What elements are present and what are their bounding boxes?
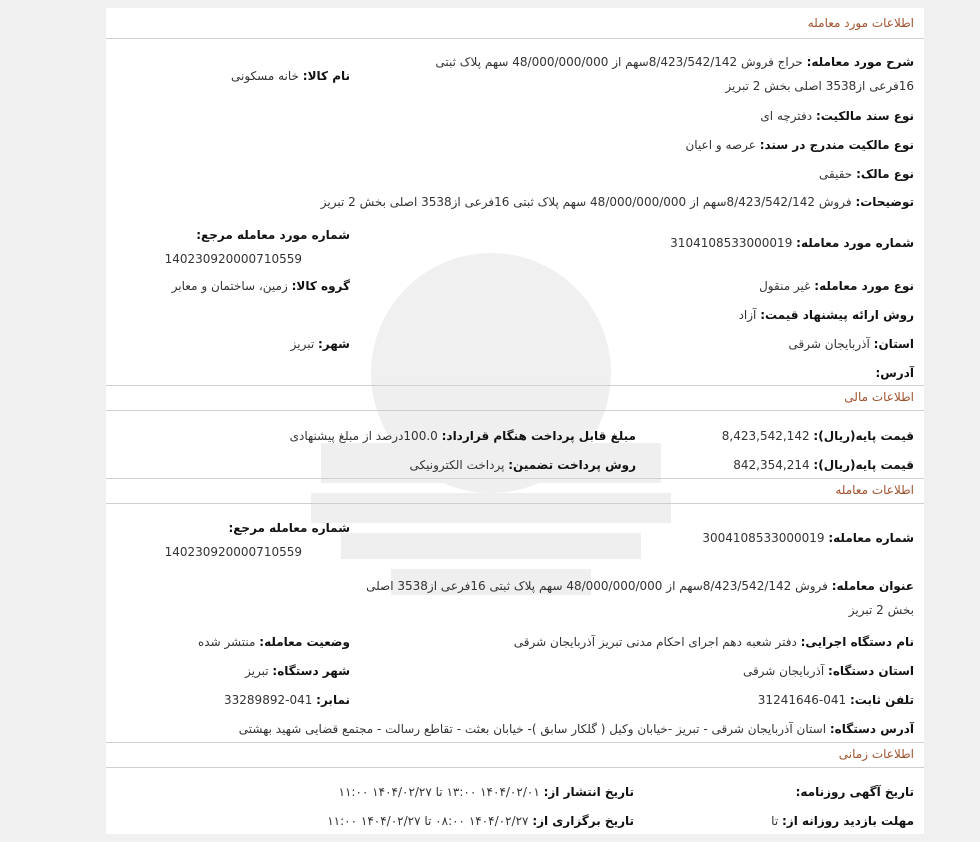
guarantee-method-row	[410, 457, 636, 473]
deal-number-value: 3104108533000019	[670, 236, 793, 250]
deal-number-label: شماره مورد معامله:	[796, 236, 914, 250]
deal-type-label: نوع مورد معامله:	[814, 279, 914, 293]
org-city-value: تبریز	[245, 664, 269, 678]
notes-value: فروش 8/423/542/142سهم از 48/000/000/000 سهم پلاک ثبتی 16فرعی از3538 اصلی بخش 2 تبریز	[320, 195, 852, 209]
org-province-label: استان دستگاه:	[828, 664, 914, 678]
owner-type-label: نوع مالک:	[856, 167, 914, 181]
transaction-status-label: وضعیت معامله:	[259, 635, 350, 649]
divider	[106, 38, 924, 39]
ownership-type-row	[685, 137, 914, 153]
daily-visit-label: مهلت بازدید روزانه از:	[782, 814, 914, 828]
publish-date-label: تاریخ انتشار از:	[543, 785, 634, 799]
ref-transaction-number-label: شماره معامله مرجع:	[228, 521, 350, 535]
transaction-number-row	[702, 530, 914, 546]
section-title-transaction: اطلاعات معامله	[835, 483, 914, 497]
org-city-label: شهر دستگاه:	[272, 664, 350, 678]
payable-amount-row	[290, 428, 636, 444]
payable-amount-value: 100.0درصد از مبلغ پیشنهادی	[289, 429, 438, 443]
owner-type-value: حقیقی	[819, 167, 853, 181]
ownership-doc-label: نوع سند مالکیت:	[815, 109, 914, 123]
phone-value: 041-31241646	[757, 693, 847, 707]
section-title-financial: اطلاعات مالی	[844, 390, 914, 404]
deal-type-value: غیر منقول	[759, 279, 811, 293]
org-province-row	[743, 663, 914, 679]
executive-org-value: دفتر شعبه دهم اجرای احکام مدنی تبریز آذربایجان شرقی	[513, 635, 797, 649]
base-price-2-row	[733, 457, 914, 473]
offer-method-value: آزاد	[738, 308, 757, 322]
fax-value: 041-33289892	[224, 693, 313, 707]
transaction-status-value: منتشر شده	[197, 635, 256, 649]
transaction-title-value: فروش 8/423/542/142سهم از 48/000/000/000 سهم پلاک ثبتی 16فرعی از3538 اصلی بخش 2 تبریز	[366, 579, 914, 617]
ref-transaction-number-value: 140230920000710559	[164, 545, 302, 559]
province-label: استان:	[873, 337, 914, 351]
base-price-row	[722, 428, 914, 444]
city-label: شهر:	[318, 337, 350, 351]
fax-row	[224, 692, 350, 708]
deal-details-page	[106, 8, 924, 834]
province-row	[789, 336, 914, 352]
divider	[106, 478, 924, 479]
org-city-row	[245, 663, 350, 679]
payable-amount-label: مبلغ قابل پرداخت هنگام قرارداد:	[441, 429, 636, 443]
deal-number-row	[670, 235, 914, 251]
org-province-value: آذربایجان شرقی	[742, 664, 825, 678]
daily-visit-row	[771, 813, 914, 829]
goods-name-label: نام کالا:	[302, 69, 350, 83]
notes-label: توضیحات:	[855, 195, 914, 209]
province-value: آذربایجان شرقی	[788, 337, 870, 351]
deal-description-row	[394, 50, 914, 98]
ownership-type-label: نوع مالکیت مندرج در سند:	[759, 138, 914, 152]
ref-transaction-number-row	[165, 516, 350, 564]
daily-visit-value: تا	[771, 814, 779, 828]
ref-deal-number-row	[165, 223, 350, 271]
transaction-status-row	[198, 634, 350, 650]
ownership-doc-row	[760, 108, 914, 124]
publish-date-row	[339, 784, 634, 800]
address-label: آدرس:	[875, 366, 914, 380]
phone-row	[758, 692, 914, 708]
divider	[106, 742, 924, 743]
executive-org-row	[514, 634, 914, 650]
owner-type-row	[819, 166, 914, 182]
offer-method-row	[739, 307, 914, 323]
ownership-doc-value: دفترچه ای	[760, 109, 813, 123]
newspaper-date-label: تاریخ آگهی روزنامه:	[795, 785, 914, 799]
holding-date-value: ۱۴۰۴/۰۲/۲۷ ۰۸:۰۰ تا ۱۴۰۴/۰۲/۲۷ ۱۱:۰۰	[327, 814, 529, 828]
divider	[106, 767, 924, 768]
base-price-value: 8,423,542,142	[721, 429, 810, 443]
ownership-type-value: عرصه و اعیان	[685, 138, 756, 152]
notes-row	[321, 194, 914, 210]
city-value: تبریز	[290, 337, 315, 351]
transaction-number-value: 3004108533000019	[702, 531, 825, 545]
ref-deal-number-value: 140230920000710559	[164, 252, 302, 266]
base-price-2-value: 842,354,214	[733, 458, 810, 472]
guarantee-method-label: روش پرداخت تضمین:	[508, 458, 636, 472]
goods-group-label: گروه کالا:	[291, 279, 350, 293]
divider	[106, 503, 924, 504]
city-row	[291, 336, 350, 352]
org-address-row	[239, 721, 914, 737]
section-title-deal-info: اطلاعات مورد معامله	[807, 16, 914, 30]
holding-date-row	[327, 813, 634, 829]
org-address-label: آدرس دستگاه:	[829, 722, 914, 736]
offer-method-label: روش ارائه پیشنهاد قیمت:	[760, 308, 914, 322]
fax-label: نمابر:	[316, 693, 350, 707]
deal-description-label: شرح مورد معامله:	[806, 55, 914, 69]
transaction-title-row	[354, 574, 914, 622]
goods-name-row	[231, 68, 350, 84]
publish-date-value: ۱۴۰۴/۰۲/۰۱ ۱۳:۰۰ تا ۱۴۰۴/۰۲/۲۷ ۱۱:۰۰	[338, 785, 540, 799]
ref-deal-number-label: شماره مورد معامله مرجع:	[196, 228, 350, 242]
goods-group-row	[172, 278, 350, 294]
base-price-label: قیمت پایه(ریال):	[813, 429, 914, 443]
section-title-time: اطلاعات زمانی	[838, 747, 914, 761]
divider	[106, 410, 924, 411]
address-row	[875, 365, 914, 381]
newspaper-date-row	[796, 784, 914, 800]
holding-date-label: تاریخ برگزاری از:	[532, 814, 634, 828]
deal-type-row	[759, 278, 914, 294]
executive-org-label: نام دستگاه اجرایی:	[800, 635, 914, 649]
org-address-value: استان آذربایجان شرقی - تبریز -خیابان وکیل ( گلکار سابق )- خیابان بعثت - تقاطع رسالت - مجتمع قضایی شهید بهشتی	[238, 722, 827, 736]
guarantee-method-value: پرداخت الکترونیکی	[409, 458, 505, 472]
base-price-2-label: قیمت پایه(ریال):	[813, 458, 914, 472]
deal-description-value: حراج فروش 8/423/542/142سهم از 48/000/000/000 سهم پلاک ثبتی 16فرعی از3538 اصلی بخش 2 تبریز	[435, 55, 914, 93]
goods-name-value: خانه مسکونی	[231, 69, 299, 83]
transaction-number-label: شماره معامله:	[828, 531, 914, 545]
transaction-title-label: عنوان معامله:	[831, 579, 914, 593]
phone-label: تلفن ثابت:	[849, 693, 914, 707]
goods-group-value: زمین، ساختمان و معابر	[171, 279, 288, 293]
divider	[106, 385, 924, 386]
